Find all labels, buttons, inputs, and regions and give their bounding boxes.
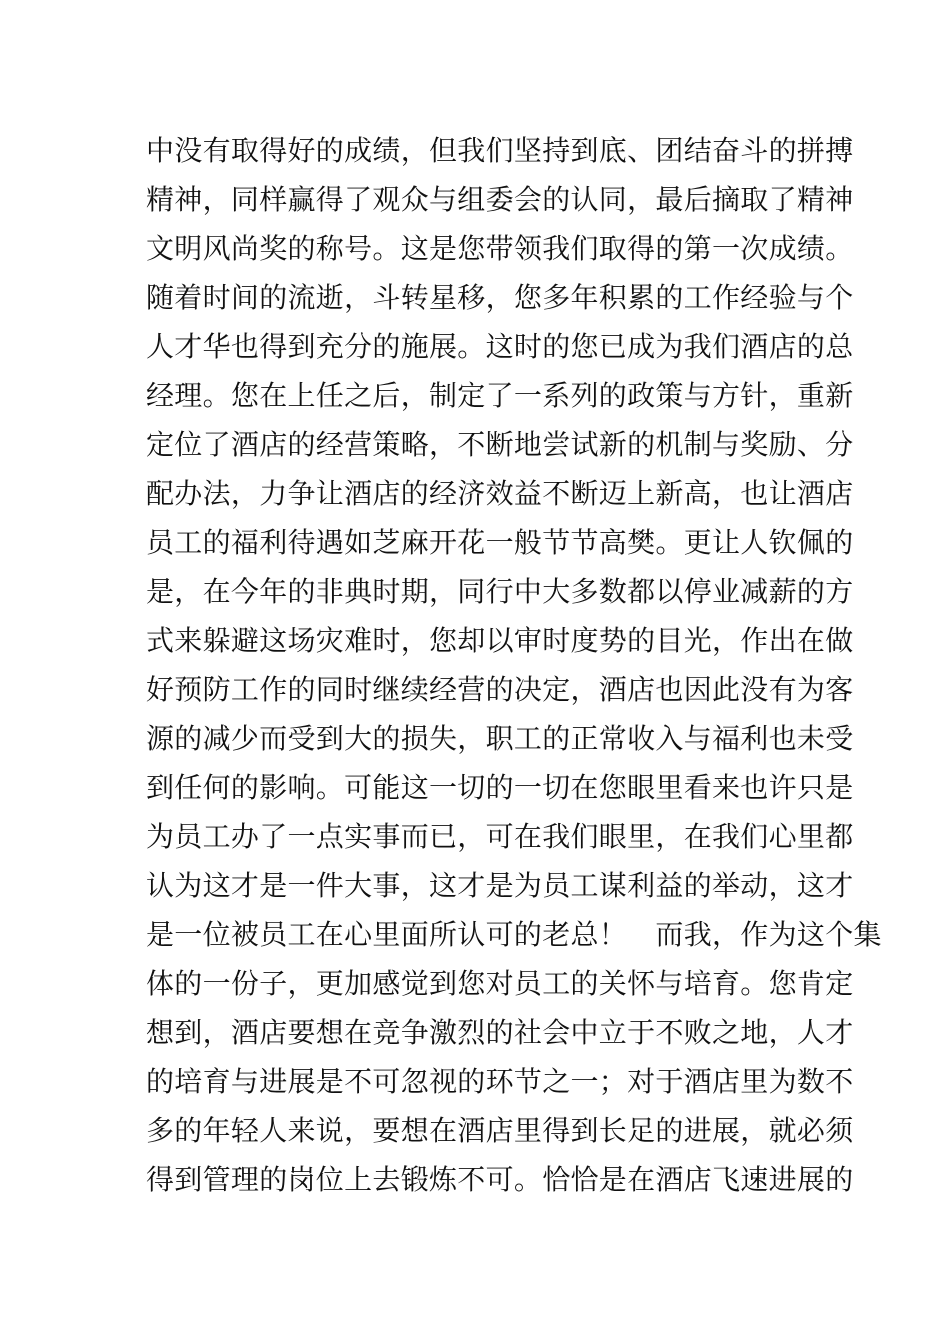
text-line: 体的一份子，更加感觉到您对员工的关怀与培育。您肯定	[146, 967, 854, 1000]
text-line: 文明风尚奖的称号。这是您带领我们取得的第一次成绩。	[146, 232, 854, 265]
text-line: 好预防工作的同时继续经营的决定，酒店也因此没有为客	[146, 673, 854, 706]
text-line: 的培育与进展是不可忽视的环节之一；对于酒店里为数不	[146, 1065, 854, 1098]
text-line: 中没有取得好的成绩，但我们坚持到底、团结奋斗的拼搏	[146, 134, 854, 167]
text-line: 式来躲避这场灾难时，您却以审时度势的目光，作出在做	[146, 624, 854, 657]
text-line: 得到管理的岗位上去锻炼不可。恰恰是在酒店飞速进展的	[146, 1163, 854, 1196]
text-line: 经理。您在上任之后，制定了一系列的政策与方针，重新	[146, 379, 854, 412]
text-line: 想到，酒店要想在竞争激烈的社会中立于不败之地，人才	[146, 1016, 854, 1049]
text-line: 员工的福利待遇如芝麻开花一般节节高樊。更让人钦佩的	[146, 526, 854, 559]
text-line: 人才华也得到充分的施展。这时的您已成为我们酒店的总	[146, 330, 854, 363]
text-line: 随着时间的流逝，斗转星移，您多年积累的工作经验与个	[146, 281, 854, 314]
text-line: 是一位被员工在心里面所认可的老总！ 而我，作为这个集	[146, 918, 882, 951]
text-line: 定位了酒店的经营策略，不断地尝试新的机制与奖励、分	[146, 428, 854, 461]
body-text	[146, 126, 882, 1204]
text-line: 源的减少而受到大的损失，职工的正常收入与福利也未受	[146, 722, 854, 755]
text-line: 多的年轻人来说，要想在酒店里得到长足的进展，就必须	[146, 1114, 854, 1147]
text-line: 配办法，力争让酒店的经济效益不断迈上新高，也让酒店	[146, 477, 854, 510]
text-line: 到任何的影响。可能这一切的一切在您眼里看来也许只是	[146, 771, 854, 804]
text-line: 认为这才是一件大事，这才是为员工谋利益的举动，这才	[146, 869, 854, 902]
text-line: 精神，同样赢得了观众与组委会的认同，最后摘取了精神	[146, 183, 854, 216]
text-line: 是，在今年的非典时期，同行中大多数都以停业减薪的方	[146, 575, 854, 608]
text-line: 为员工办了一点实事而已，可在我们眼里，在我们心里都	[146, 820, 854, 853]
